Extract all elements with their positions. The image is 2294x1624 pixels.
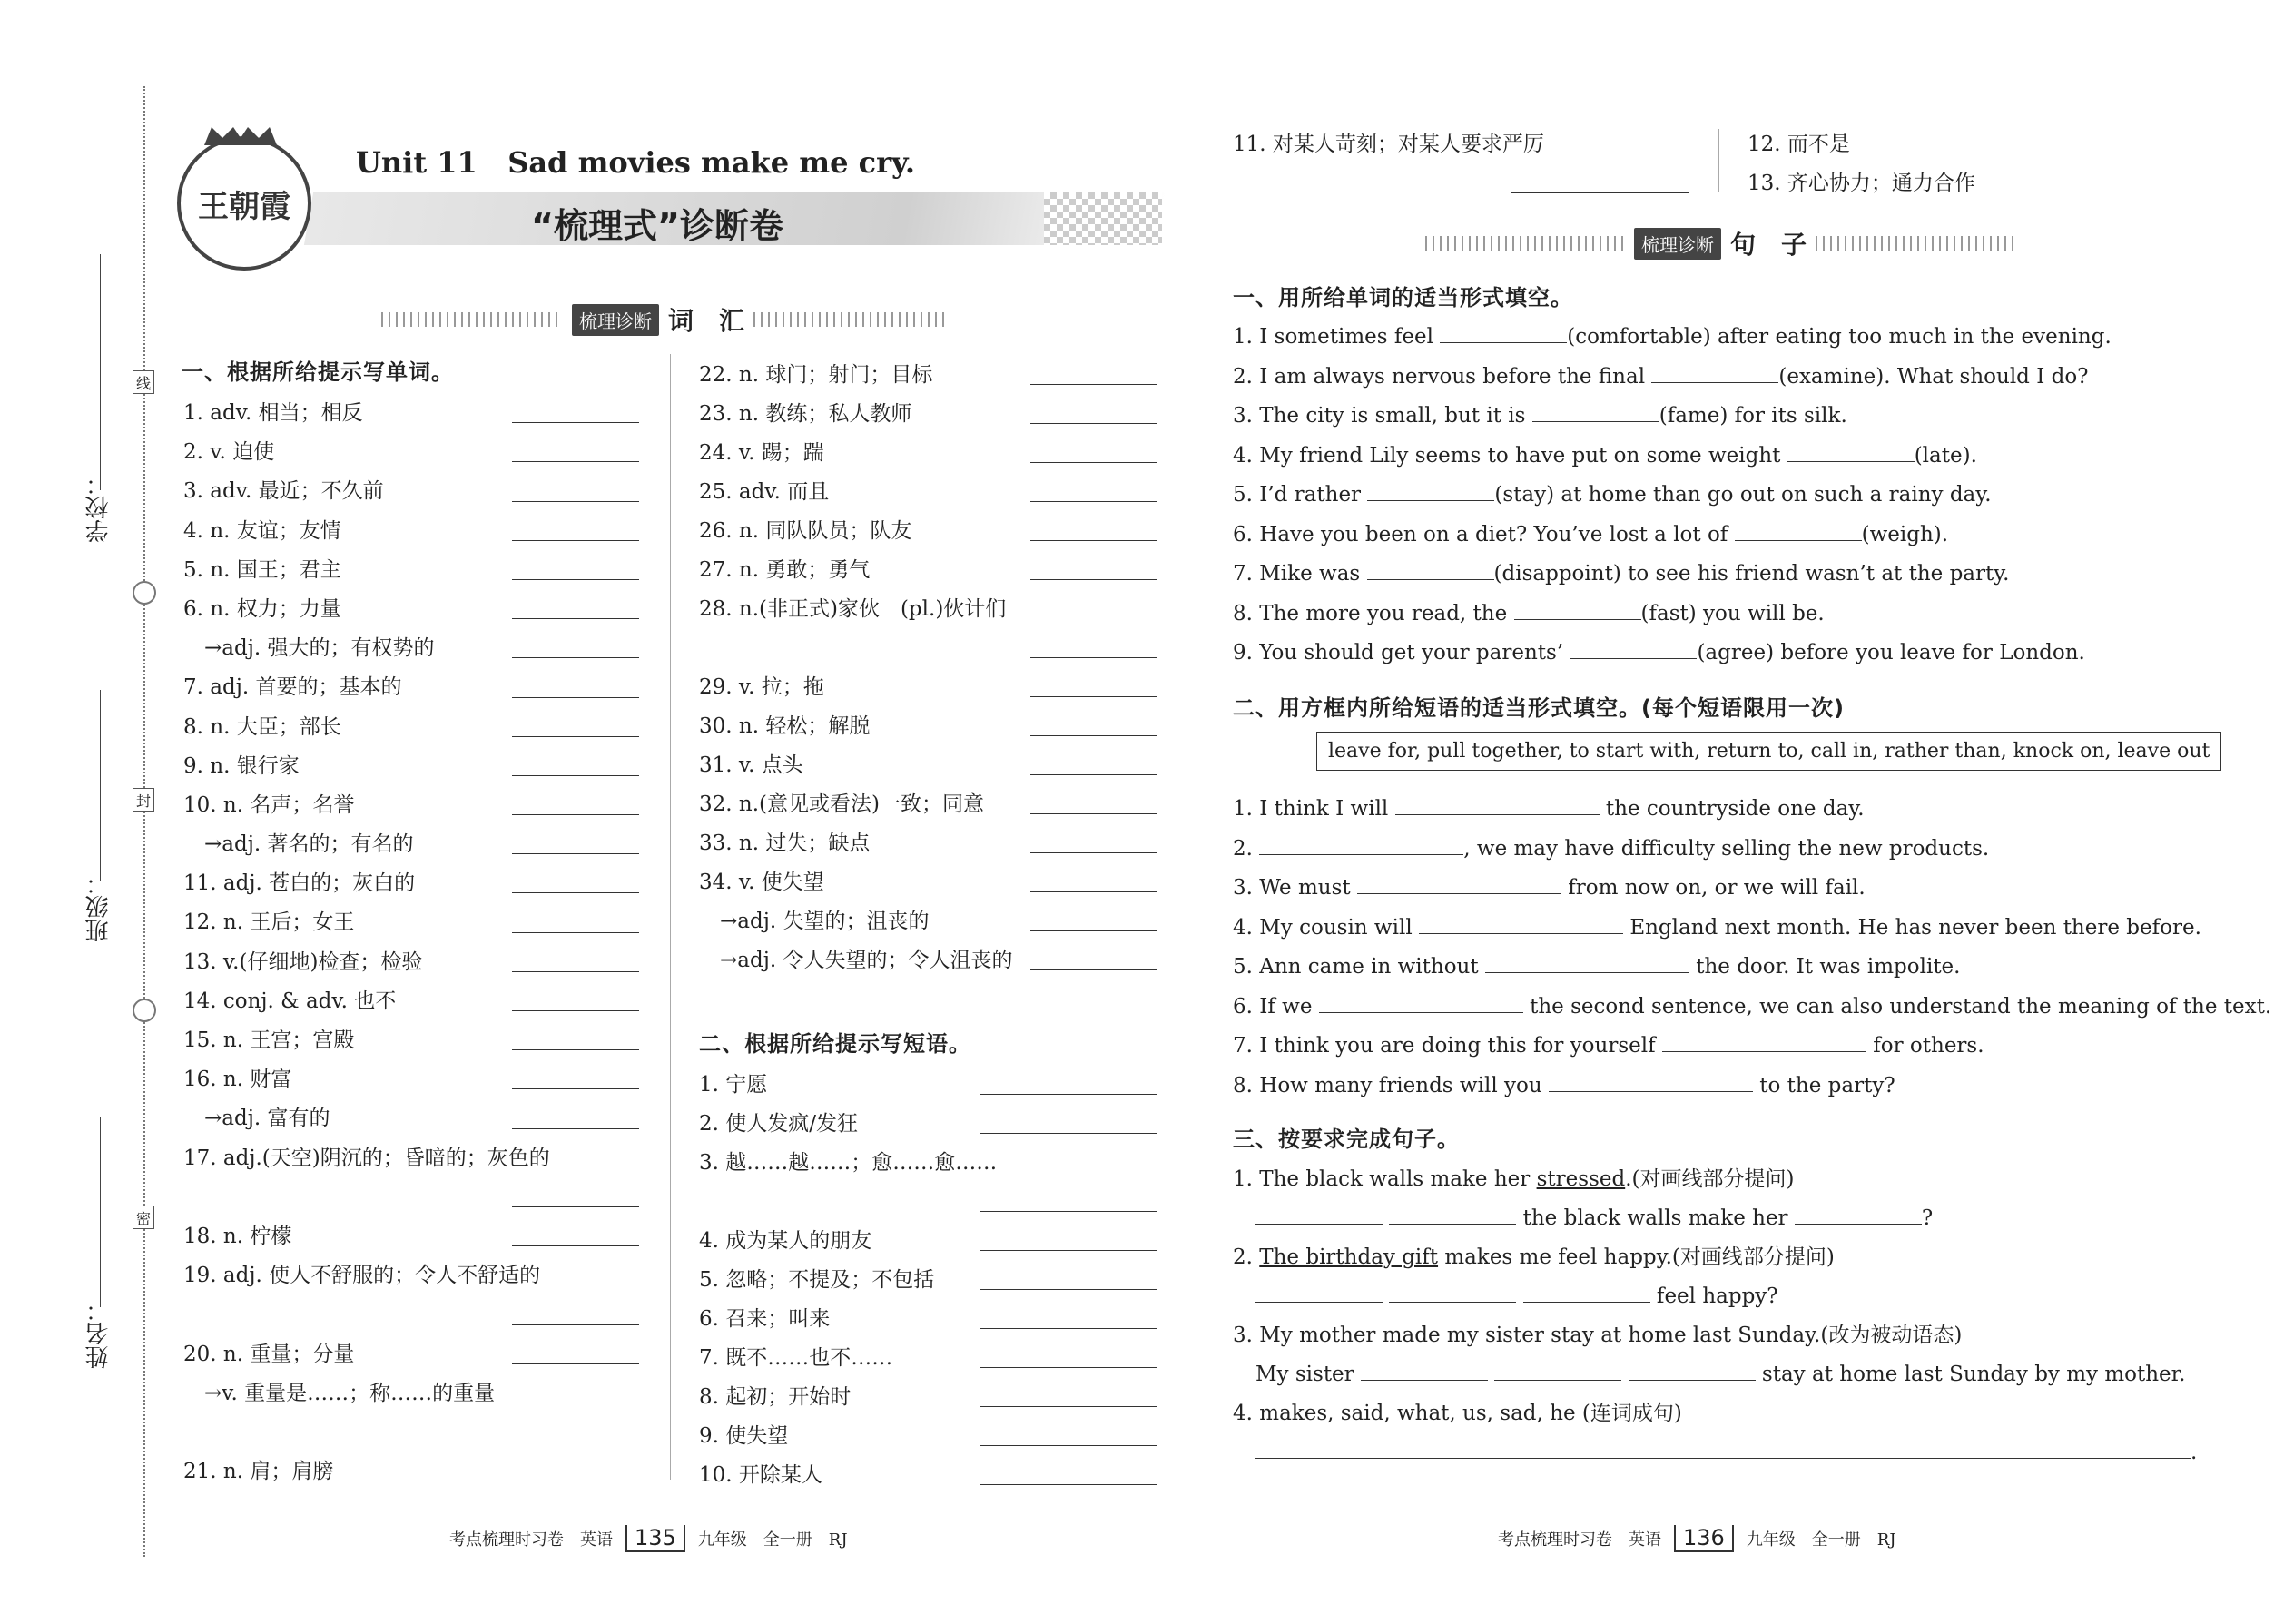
name-write-line-2 <box>100 1117 101 1307</box>
vocab-item-text: 12. n. 王后；女王 <box>183 910 355 935</box>
vocab-item-text: 21. n. 肩；肩膀 <box>183 1460 334 1484</box>
vocab-item <box>699 822 1157 861</box>
vocab-item <box>699 1337 1157 1376</box>
sentence-text: to the party? <box>1752 1073 1895 1097</box>
sentence-text: (comfortable) after eating too much in the evening. <box>1567 325 2112 349</box>
answer-blank[interactable] <box>512 697 639 698</box>
answer-blank[interactable] <box>1357 872 1561 894</box>
rewrite-list <box>1233 1160 2197 1472</box>
phrase-item-11: 11. 对某人苛刻；对某人要求严厉 <box>1233 133 1544 156</box>
vocab-item-text: 2. v. 迫使 <box>183 440 275 465</box>
vocab-item <box>699 940 1157 979</box>
phrase-box: leave for, pull together, to start with, return to, call in, rather than, knock on, leave out <box>1316 732 2221 771</box>
answer-blank[interactable] <box>1319 991 1523 1013</box>
sentence-text: 1. I think I will <box>1233 797 1395 821</box>
fill-sentence <box>1233 476 2112 516</box>
sentence-text: the door. It was impolite. <box>1689 955 1961 979</box>
answer-blank[interactable] <box>980 1250 1157 1251</box>
footer-left <box>449 1525 848 1552</box>
fill-sentence <box>1233 318 2112 358</box>
phrase-item-13: 13. 齐心协力；通力合作 <box>1748 172 1975 195</box>
vocab-item <box>699 510 1157 549</box>
answer-blank[interactable] <box>980 1289 1157 1290</box>
unit-title: Sad movies make me cry. <box>507 145 916 180</box>
answer-blank[interactable] <box>1532 400 1659 422</box>
answer-blank[interactable] <box>980 1211 1157 1212</box>
vocab-item <box>699 549 1157 588</box>
checker-pattern <box>1044 192 1162 245</box>
name-label: 姓名： <box>85 1298 113 1369</box>
sentence-title: 句 子 <box>1730 230 1807 260</box>
sentence-text: for others. <box>1866 1034 1984 1058</box>
vocab-col1 <box>183 392 639 1490</box>
answer-blank[interactable] <box>1440 321 1567 343</box>
fill-sentence <box>1233 948 2271 988</box>
vocab-item <box>699 1103 1157 1142</box>
rewrite-q4: 4. makes, said, what, us, sad, he (连词成句) <box>1233 1402 1682 1425</box>
vocab-item <box>183 1097 639 1137</box>
vocab-item <box>183 1294 639 1333</box>
answer-blank[interactable] <box>512 501 639 502</box>
binding-mark-seal: 封 <box>133 788 154 812</box>
vocab-item-text: 30. n. 轻松；解脱 <box>699 714 871 738</box>
vocab-item <box>183 1019 639 1058</box>
fill-sentence <box>1233 516 2112 556</box>
vocab-item <box>699 901 1157 940</box>
vocab-item-text: →adj. 富有的 <box>183 1107 330 1131</box>
rewrite-a2: feel happy? <box>1233 1277 2197 1316</box>
vocab-item <box>699 627 1157 666</box>
sentence-text: 3. The city is small, but it is <box>1233 404 1532 428</box>
sentence-text: England next month. He has never been there before. <box>1623 915 2201 940</box>
answer-blank[interactable] <box>980 1367 1157 1368</box>
sentence-text: 5. Ann came in without <box>1233 955 1485 979</box>
sentence-text: (weigh). <box>1861 522 1949 546</box>
vocab-col2 <box>699 354 1157 979</box>
vocab-item-text: 16. n. 财富 <box>183 1068 292 1092</box>
answer-blank[interactable] <box>1395 793 1600 815</box>
vocab-item <box>183 823 639 862</box>
answer-blank[interactable] <box>1255 1203 1383 1225</box>
answer-blank[interactable] <box>512 1206 639 1207</box>
answer-blank[interactable] <box>512 775 639 776</box>
vocab-item-text: 15. n. 王宫；宫殿 <box>183 1029 355 1052</box>
vocab-item-text: →adj. 失望的；沮丧的 <box>699 910 930 933</box>
answer-blank[interactable] <box>1735 519 1862 541</box>
answer-blank[interactable] <box>1485 951 1689 973</box>
binding-ornament-icon <box>133 999 156 1022</box>
footer-left-tail: 九年级 全一册 RJ <box>697 1530 848 1550</box>
vocab-item-text: 2. 使人发疯/发狂 <box>699 1112 859 1136</box>
answer-blank[interactable] <box>512 1363 639 1364</box>
vocab-item-text: 33. n. 过失；缺点 <box>699 832 871 855</box>
sentence-text: 8. How many friends will you <box>1233 1073 1549 1097</box>
vocab-item-text: 7. 既不……也不…… <box>699 1346 893 1370</box>
fill-sentence <box>1233 358 2112 398</box>
binding-mark-line: 线 <box>133 370 154 394</box>
vocab-title: 词 汇 <box>668 306 745 336</box>
sentence-text: 4. My cousin will <box>1233 915 1420 940</box>
sentence-text: 7. I think you are doing this for yourself <box>1233 1034 1662 1058</box>
answer-blank[interactable] <box>1570 637 1697 659</box>
column-divider <box>670 354 671 1480</box>
dotted-rule <box>381 312 563 327</box>
answer-blank[interactable] <box>1030 891 1157 892</box>
answer-blank[interactable] <box>1030 852 1157 853</box>
answer-blank[interactable] <box>980 1406 1157 1407</box>
class-label: 班级： <box>85 871 113 942</box>
vocab-item <box>699 1142 1157 1181</box>
vocab-item-text: 6. n. 权力；力量 <box>183 596 341 621</box>
fill-sentence <box>1233 909 2271 949</box>
rewrite-q1: 1. The black walls make her stressed.(对画线部分提问) <box>1233 1167 1795 1191</box>
vocab-item-text: 13. v.(仔细地)检查；检验 <box>183 950 423 974</box>
answer-blank[interactable] <box>512 461 639 462</box>
vocab-item-text: 7. adj. 首要的；基本的 <box>183 675 402 700</box>
answer-blank[interactable] <box>1030 813 1157 814</box>
rewrite-a4: . <box>1233 1433 2197 1472</box>
answer-blank[interactable] <box>1030 540 1157 541</box>
name-write-line <box>100 254 101 490</box>
fill-sentence <box>1233 1067 2271 1107</box>
answer-blank[interactable] <box>1367 479 1494 501</box>
vocab-item-text: 25. adv. 而且 <box>699 480 830 504</box>
vocab-item <box>183 1058 639 1097</box>
rewrite-q2: 2. The birthday gift makes me feel happy.(对画线部分提问) <box>1233 1245 1835 1269</box>
rewrite-a3: My sister stay at home last Sunday by my mother. <box>1233 1355 2197 1394</box>
answer-blank[interactable] <box>1030 969 1157 970</box>
sentence-text: (stay) at home than go out on such a rainy day. <box>1494 483 1992 507</box>
answer-blank[interactable] <box>512 736 639 737</box>
answer-blank[interactable] <box>512 814 639 815</box>
sentence-text: (late). <box>1914 443 1977 468</box>
answer-blank[interactable] <box>512 1088 639 1089</box>
vocab-item <box>183 510 639 549</box>
answer-blank[interactable] <box>1255 1437 2191 1459</box>
vocab-item-text: →adj. 著名的；有名的 <box>183 832 414 857</box>
fill-sentence <box>1233 790 2271 830</box>
vocab-item-text: 14. conj. & adv. 也不 <box>183 989 397 1013</box>
sentence-text: 5. I’d rather <box>1233 483 1368 507</box>
answer-blank[interactable] <box>1255 1281 1383 1303</box>
vocab-item-text: 27. n. 勇敢；勇气 <box>699 558 871 582</box>
answer-blank[interactable] <box>1030 696 1157 697</box>
answer-blank[interactable] <box>512 1128 639 1129</box>
vocab-item-text: 22. n. 球门；射门；目标 <box>699 363 933 387</box>
dotted-rule <box>753 312 944 327</box>
rewrite-a1: the black walls make her ? <box>1233 1199 2197 1238</box>
binding-mark-secret: 密 <box>133 1206 154 1229</box>
fill-sentence <box>1233 1027 2271 1067</box>
school-label: 学校： <box>85 472 113 543</box>
vocab-section1-title: 一、根据所给提示写单词。 <box>182 359 454 385</box>
vocab-item-text: 20. n. 重量；分量 <box>183 1342 355 1366</box>
vocab-item <box>183 1255 639 1294</box>
sentence-section3-title: 三、按要求完成句子。 <box>1233 1127 1460 1152</box>
vocab-item <box>183 1451 639 1490</box>
fill-sentence <box>1233 869 2271 909</box>
answer-blank[interactable] <box>1030 735 1157 736</box>
vocab-item <box>699 588 1157 627</box>
dotted-rule <box>1425 236 1625 251</box>
answer-blank[interactable] <box>1030 774 1157 775</box>
vocab-tag: 梳理诊断 <box>572 304 659 336</box>
answer-blank[interactable] <box>512 618 639 619</box>
answer-blank[interactable] <box>1030 501 1157 502</box>
footer-right-text: 考点梳理时习卷 英语 <box>1498 1530 1661 1550</box>
vocab-item <box>183 549 639 588</box>
answer-blank[interactable] <box>1514 598 1641 620</box>
binding-line <box>143 86 145 1557</box>
vocab-item <box>183 784 639 823</box>
vocab-item-text: 17. adj.(天空)阴沉的；昏暗的；灰色的 <box>183 1146 550 1170</box>
vocab-item <box>183 431 639 470</box>
sentence-text: (agree) before you leave for London. <box>1697 641 2085 664</box>
answer-blank[interactable] <box>512 1010 639 1011</box>
vocab-item <box>183 392 639 431</box>
vocab-item <box>699 1376 1157 1415</box>
answer-blank[interactable] <box>512 892 639 893</box>
sentence-text: (fast) you will be. <box>1640 601 1825 625</box>
answer-blank[interactable] <box>512 1245 639 1246</box>
vocab-item <box>699 432 1157 471</box>
vocab-item <box>183 1216 639 1255</box>
sentence-text: the countryside one day. <box>1599 797 1865 821</box>
vocab-item <box>183 666 639 705</box>
vocab-item-text: 4. n. 友谊；友情 <box>183 518 341 543</box>
vocab-item <box>183 980 639 1019</box>
vocab-item <box>699 354 1157 393</box>
sentence-fill-list <box>1233 318 2112 674</box>
answer-blank[interactable] <box>1651 361 1778 383</box>
vocab-item-text: 26. n. 同队队员；队友 <box>699 519 912 543</box>
vocab-item-text: →adj. 令人失望的；令人沮丧的 <box>699 949 1013 972</box>
vocab-item <box>183 862 639 901</box>
vocab-item-text: 11. adj. 苍白的；灰白的 <box>183 871 416 896</box>
sentence-text: 4. My friend Lily seems to have put on some weight <box>1233 443 1787 468</box>
fill-sentence <box>1233 555 2112 595</box>
answer-blank[interactable] <box>1030 384 1157 385</box>
fill-sentence <box>1233 397 2112 437</box>
answer-blank[interactable] <box>980 1445 1157 1446</box>
vocab-item-text: 3. adv. 最近；不久前 <box>183 479 384 504</box>
answer-blank[interactable] <box>1389 1281 1516 1303</box>
phrase-fill-list <box>1233 790 2271 1106</box>
answer-blank[interactable] <box>512 971 639 972</box>
sentence-text: 6. Have you been on a diet? You’ve lost a lot of <box>1233 522 1735 546</box>
vocab-item-text: 28. n.(非正式)家伙 (pl.)伙计们 <box>699 597 1007 621</box>
vocab-item <box>183 706 639 745</box>
sentence-text: , we may have difficulty selling the new products. <box>1463 836 1990 861</box>
answer-blank[interactable] <box>1629 1359 1756 1381</box>
vocab-item-text: 23. n. 教练；私人教师 <box>699 402 912 426</box>
vocab-item-text: 34. v. 使失望 <box>699 871 824 894</box>
dotted-rule <box>1816 236 2015 251</box>
footer-left-text: 考点梳理时习卷 英语 <box>449 1530 613 1550</box>
vocab-item-text: 8. 起初；开始时 <box>699 1385 852 1409</box>
binding-ornament-icon <box>133 581 156 605</box>
answer-blank[interactable] <box>1030 462 1157 463</box>
vocab-item <box>699 471 1157 510</box>
vocab-item <box>699 705 1157 744</box>
answer-blank[interactable] <box>1511 192 1689 193</box>
vocab-item <box>183 901 639 940</box>
sentence-section2-title: 二、用方框内所给短语的适当形式填空。(每个短语限用一次) <box>1233 695 1845 721</box>
sentence-section-header <box>1425 225 2015 261</box>
sentence-text: 2. I am always nervous before the final <box>1233 364 1652 389</box>
answer-blank[interactable] <box>512 853 639 854</box>
vocab-item-text: 24. v. 踢；踹 <box>699 441 824 465</box>
page-title: “梳理式”诊断卷 <box>531 206 783 246</box>
logo-text: 王朝霞 <box>198 188 290 225</box>
sentence-tag: 梳理诊断 <box>1634 228 1721 260</box>
answer-blank[interactable] <box>1523 1281 1650 1303</box>
sentence-text: 3. We must <box>1233 876 1357 900</box>
unit-heading <box>356 145 915 180</box>
answer-blank[interactable] <box>1419 912 1623 934</box>
vocab-item <box>699 393 1157 432</box>
sentence-text: 1. I sometimes feel <box>1233 325 1441 349</box>
vocab-item-text: 31. v. 点头 <box>699 753 803 777</box>
vocab-item-text: 32. n.(意见或看法)一致；同意 <box>699 792 984 816</box>
answer-blank[interactable] <box>1030 423 1157 424</box>
fill-sentence <box>1233 595 2112 635</box>
vocab-item <box>699 1454 1157 1493</box>
answer-blank[interactable] <box>980 1484 1157 1485</box>
answer-blank[interactable] <box>512 1049 639 1050</box>
vocab-item <box>183 1412 639 1451</box>
vocab-item-text: 9. 使失望 <box>699 1424 789 1448</box>
vocab-item <box>699 861 1157 901</box>
vocab-item-text: 29. v. 拉；拖 <box>699 675 824 699</box>
answer-blank[interactable] <box>512 540 639 541</box>
answer-blank[interactable] <box>1787 440 1915 462</box>
answer-blank[interactable] <box>1030 657 1157 658</box>
answer-blank[interactable] <box>512 1324 639 1325</box>
sentence-text: (examine). What should I do? <box>1778 364 2089 389</box>
vocab-item-text: 6. 召来；叫来 <box>699 1307 831 1331</box>
page-number-right: 136 <box>1674 1525 1734 1552</box>
vocab-item <box>183 1137 639 1176</box>
vocab-item <box>183 627 639 666</box>
answer-blank[interactable] <box>980 1094 1157 1095</box>
phrase-list <box>699 1064 1157 1493</box>
answer-blank[interactable] <box>1367 558 1494 580</box>
vocab-item <box>699 1415 1157 1454</box>
answer-blank[interactable] <box>1662 1030 1866 1052</box>
brand-logo <box>177 136 311 271</box>
vocab-item <box>699 1298 1157 1337</box>
footer-right-tail: 九年级 全一册 RJ <box>1746 1530 1896 1550</box>
vocab-item <box>699 1259 1157 1298</box>
fill-sentence <box>1233 830 2271 870</box>
sentence-text: 8. The more you read, the <box>1233 601 1514 625</box>
answer-blank[interactable] <box>1030 930 1157 931</box>
vocab-section-header <box>381 301 944 338</box>
vocab-item <box>699 1064 1157 1103</box>
vocab-item-text: 10. 开除某人 <box>699 1463 822 1487</box>
sentence-text: 6. If we <box>1233 994 1319 1019</box>
answer-blank[interactable] <box>512 579 639 580</box>
answer-blank[interactable] <box>1494 1359 1621 1381</box>
answer-blank[interactable] <box>1259 833 1463 855</box>
vocab-item <box>183 1176 639 1216</box>
fill-sentence <box>1233 988 2271 1028</box>
vocab-section2-title: 二、根据所给提示写短语。 <box>699 1031 971 1057</box>
sentence-text: 7. Mike was <box>1233 562 1367 586</box>
answer-blank[interactable] <box>512 422 639 423</box>
vocab-item-text: 1. 宁愿 <box>699 1073 768 1097</box>
vocab-item-text: →adj. 强大的；有权势的 <box>183 636 435 661</box>
vocab-item-text: 3. 越……越……；愈……愈…… <box>699 1151 998 1175</box>
sentence-text: (fame) for its silk. <box>1659 404 1847 428</box>
vocab-item-text: 5. 忽略；不提及；不包括 <box>699 1268 935 1292</box>
sentence-text: the second sentence, we can also understand the meaning of the text. <box>1522 994 2272 1019</box>
unit-number: Unit 11 <box>356 145 478 180</box>
footer-right <box>1498 1525 1896 1552</box>
column-divider <box>1718 129 1719 192</box>
answer-blank[interactable] <box>1389 1203 1516 1225</box>
fill-sentence <box>1233 634 2112 674</box>
vocab-item-text: 10. n. 名声；名誉 <box>183 792 355 817</box>
vocab-item-text: 5. n. 国王；君主 <box>183 557 341 582</box>
vocab-item <box>183 470 639 509</box>
answer-blank[interactable] <box>1549 1070 1753 1092</box>
vocab-item <box>183 745 639 784</box>
answer-blank[interactable] <box>512 657 639 658</box>
vocab-item <box>183 588 639 627</box>
vocab-item <box>183 1334 639 1373</box>
sentence-text: 9. You should get your parents’ <box>1233 641 1570 664</box>
rewrite-q3: 3. My mother made my sister stay at home last Sunday.(改为被动语态) <box>1233 1324 1963 1347</box>
vocab-item <box>183 1373 639 1412</box>
vocab-item-text: 8. n. 大臣；部长 <box>183 714 341 739</box>
answer-blank[interactable] <box>512 932 639 933</box>
phrase-item-12: 12. 而不是 <box>1748 133 1850 156</box>
vocab-item-text: 18. n. 柠檬 <box>183 1224 292 1248</box>
vocab-item <box>699 783 1157 822</box>
vocab-item <box>699 1220 1157 1259</box>
sentence-section1-title: 一、用所给单词的适当形式填空。 <box>1233 285 1573 310</box>
fill-sentence <box>1233 437 2112 477</box>
vocab-item-text: 19. adj. 使人不舒服的；令人不舒适的 <box>183 1264 541 1288</box>
answer-blank[interactable] <box>980 1133 1157 1134</box>
vocab-item <box>699 666 1157 705</box>
vocab-item-text: →v. 重量是……；称……的重量 <box>183 1381 496 1405</box>
vocab-item <box>699 744 1157 783</box>
answer-blank[interactable] <box>1030 579 1157 580</box>
vocab-item-text: 1. adv. 相当；相反 <box>183 401 363 425</box>
vocab-item-text: 9. n. 银行家 <box>183 753 300 778</box>
vocab-item <box>183 941 639 980</box>
sentence-text: from now on, or we will fail. <box>1561 876 1866 900</box>
sentence-text: 2. <box>1233 836 1260 861</box>
class-write-line <box>100 690 101 881</box>
answer-blank[interactable] <box>1795 1203 1922 1225</box>
answer-blank[interactable] <box>1361 1359 1488 1381</box>
answer-blank[interactable] <box>980 1328 1157 1329</box>
sentence-text: (disappoint) to see his friend wasn’t at the party. <box>1493 562 2010 586</box>
page-number-left: 135 <box>625 1525 685 1552</box>
vocab-item <box>699 1181 1157 1220</box>
vocab-item-text: 4. 成为某人的朋友 <box>699 1229 872 1253</box>
